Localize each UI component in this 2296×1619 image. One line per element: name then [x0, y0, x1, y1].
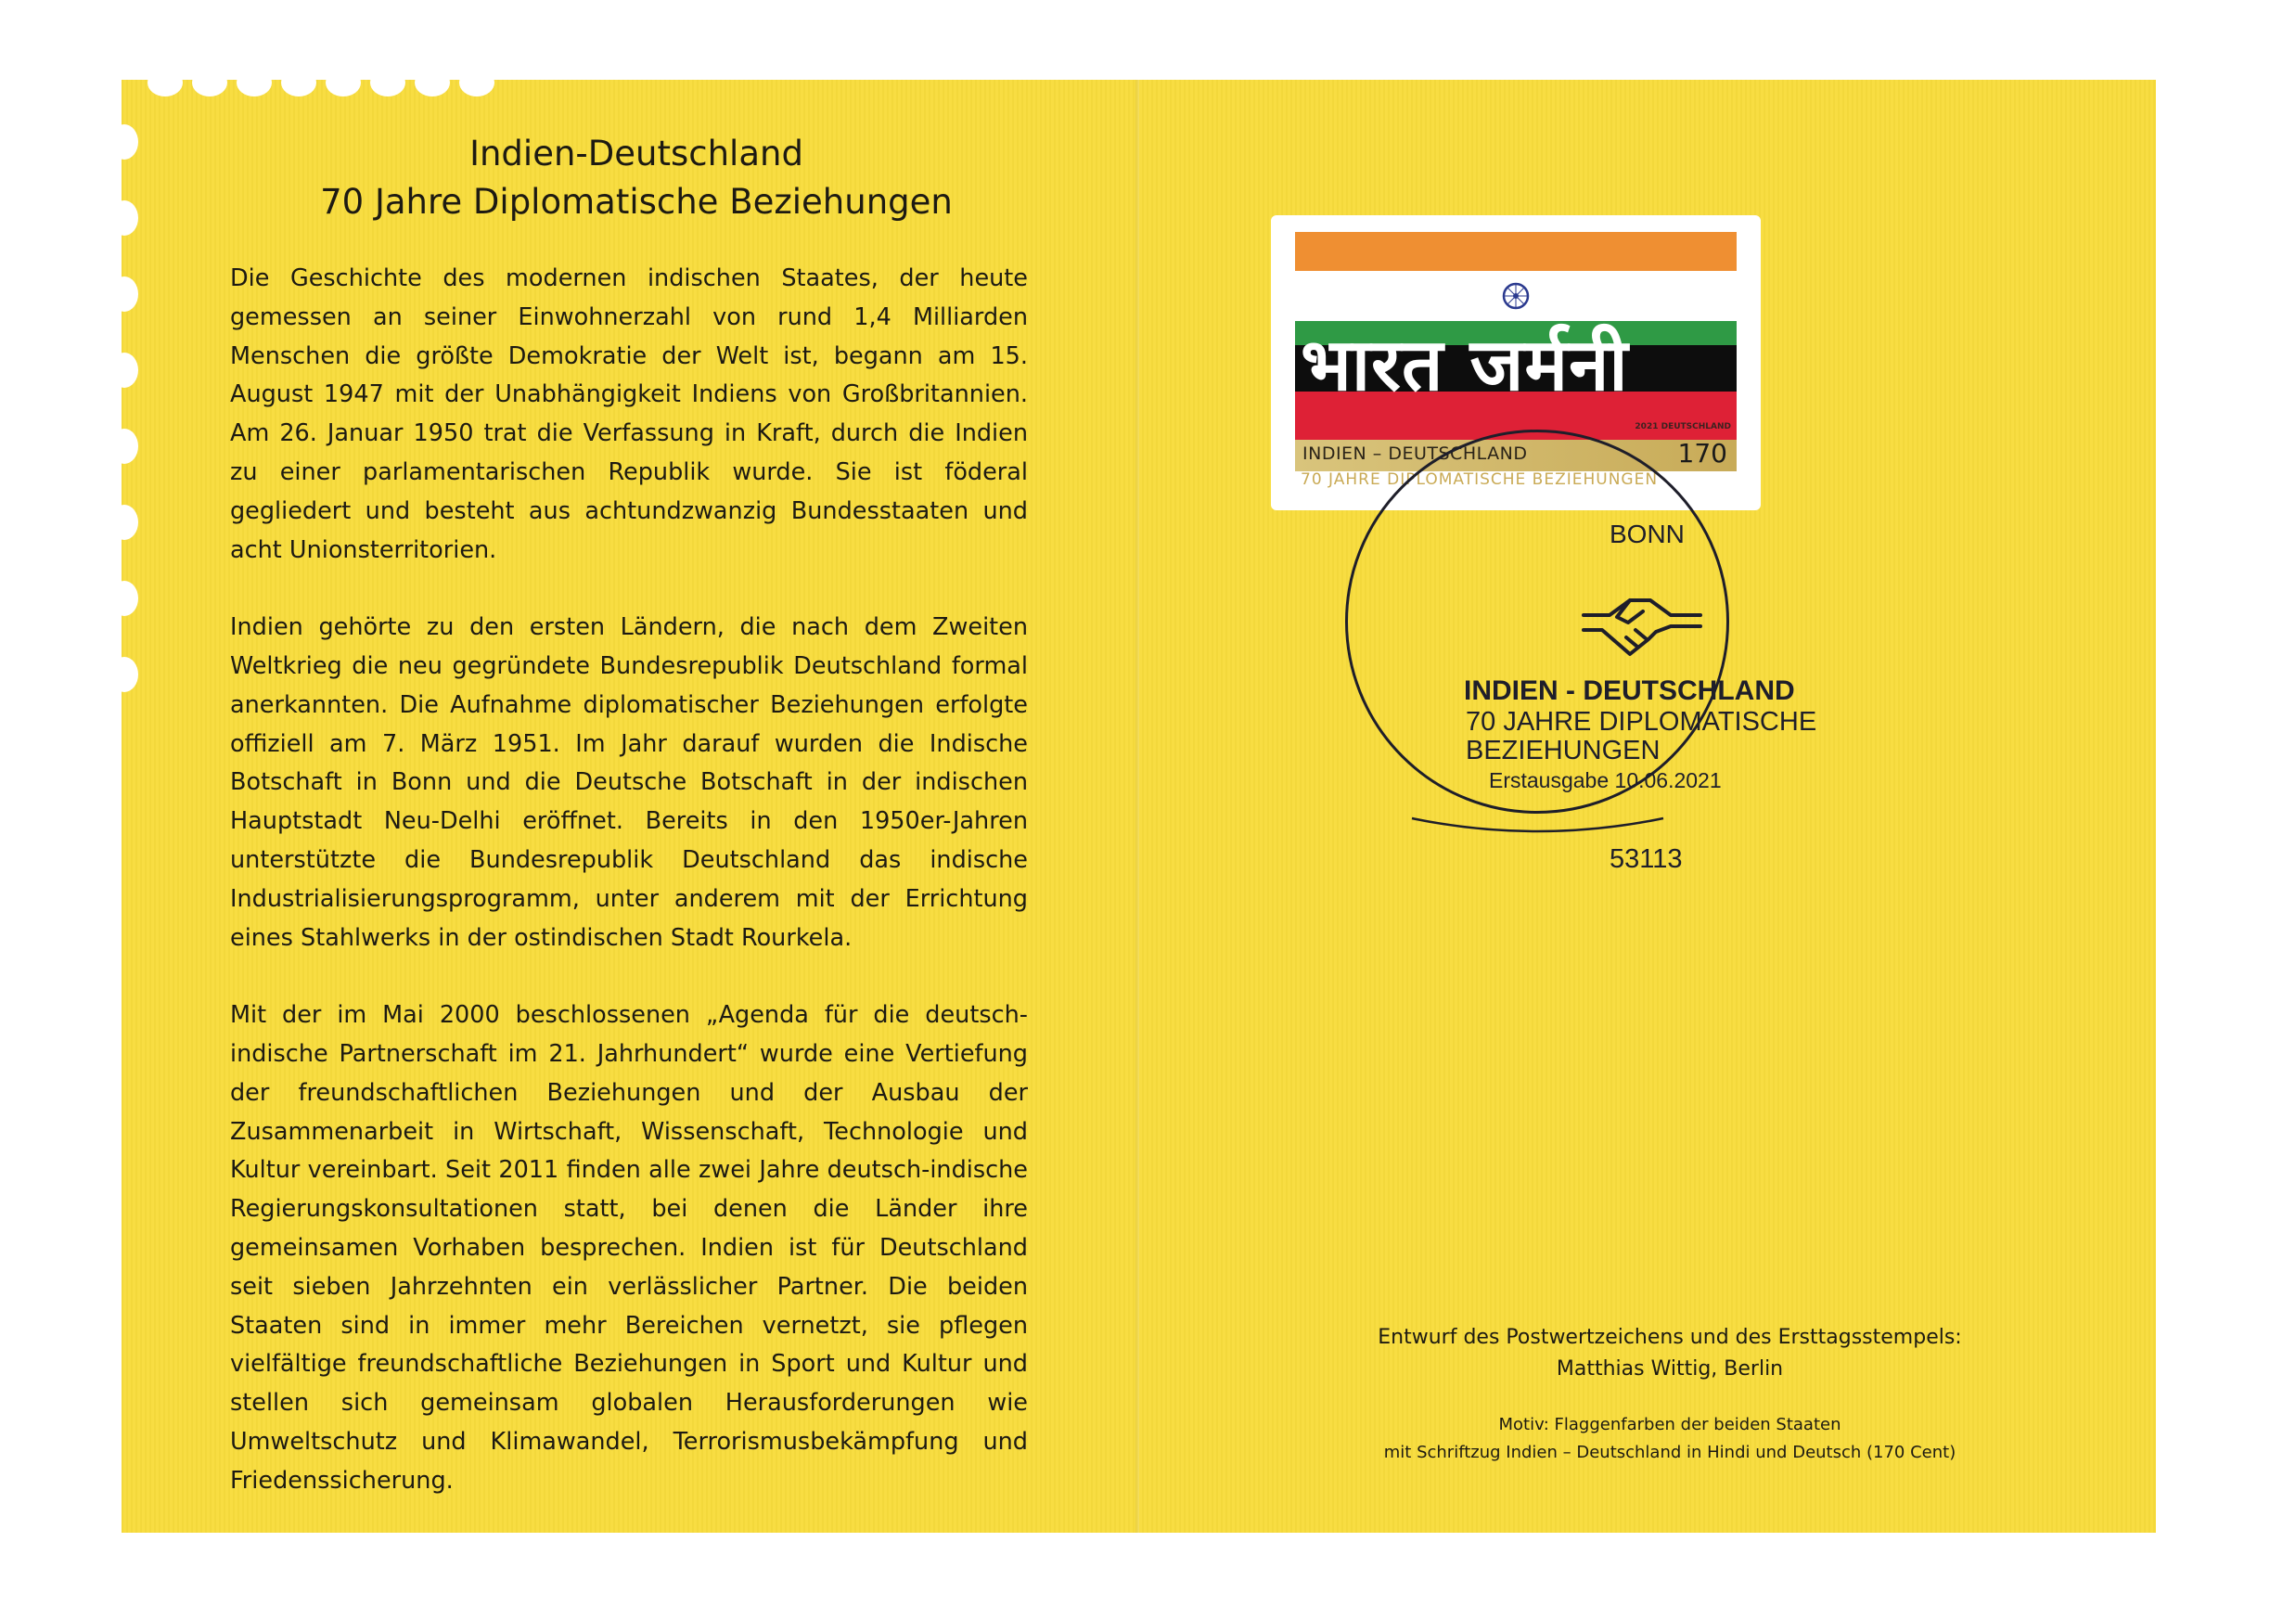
perforation-notch: [110, 124, 138, 160]
perforation-notch: [148, 69, 183, 96]
postmark-baseline: [1410, 816, 1665, 844]
perforation-notch: [110, 657, 138, 692]
postmark-line4: Erstausgabe 10.06.2021: [1489, 768, 1722, 792]
perforation-notch: [192, 69, 227, 96]
perforation-notch: [110, 276, 138, 312]
page-title-line2: 70 Jahre Diplomatische Beziehungen: [320, 182, 953, 222]
perforation-notch: [110, 581, 138, 616]
stamp-hindi-text: भारत जर्मनी: [1301, 324, 1629, 407]
perforation-notch: [370, 69, 405, 96]
body-text: [230, 260, 1028, 1539]
perforation-notch: [459, 69, 494, 96]
flag-band-orange: [1295, 232, 1737, 271]
page-title-line1: Indien-Deutschland: [469, 134, 803, 173]
perforation-notch: [237, 69, 272, 96]
motif-line2: mit Schriftzug Indien – Deutschland in Hindi und Deutsch (170 Cent): [1383, 1443, 1956, 1462]
perforation-notch: [110, 200, 138, 236]
stamp-subtitle: 70 JAHRE DIPLOMATISCHE BEZIEHUNGEN: [1301, 470, 1659, 489]
paragraph-1: Die Geschichte des modernen indischen Staates, der heute gemessen an seiner Einwohnerzahl von rund 1,4 Milliarden Menschen die größte Demokratie der Welt ist, begann am 15. August 1947 mit der Unabhängigkeit Indiens von Großbritannien. Am 26. Januar 1950 trat die Verfassung in Kraft, durch die Indien zu einer parlamentarischen Republik wurde. Sie ist föderal gegliedert und besteht aus achtundzwanzig Bundesstaaten und acht Unionsterritorien.: [230, 264, 1028, 564]
design-credit-line1: Entwurf des Postwertzeichens und des Ersttagsstempels:: [1378, 1326, 1962, 1349]
ashoka-chakra-icon: [1502, 282, 1530, 310]
postmark-line3: BEZIEHUNGEN: [1466, 736, 1661, 765]
perforation-notch: [326, 69, 361, 96]
paragraph-3: Mit der im Mai 2000 beschlossenen „Agenda für die deutsch-indische Partnerschaft im 21. Jahrhundert“ wurde eine Vertiefung der freundschaftlichen Beziehungen und der Ausbau der Zusammenarbeit in Wirtschaft, Wissenschaft, Technologie und Kultur vereinbart. Seit 2011 finden alle zwei Jahre deutsch-indische Regierungskonsultationen statt, bei denen die Länder ihre gemeinsamen Vorhaben besprechen. Indien ist für Deutschland seit sieben Jahrzehnten ein verlässlicher Partner. Die beiden Staaten sind in immer mehr Bereichen vernetzt, sie pflegen vielfältige freundschaftliche Beziehungen in Sport und Kultur und stellen sich gemeinsam globalen Herausforderungen wie Umweltschutz und Klimawandel, Terrorismusbekämpfung und Friedenssicherung.: [230, 1001, 1028, 1495]
stamp-country-line: INDIEN – DEUTSCHLAND: [1302, 443, 1528, 464]
perforation-notch: [110, 505, 138, 540]
postmark-line1: INDIEN - DEUTSCHLAND: [1464, 675, 1795, 706]
folder-card: [122, 80, 2156, 1533]
stamp-year-country: 2021 DEUTSCHLAND: [1635, 422, 1731, 431]
fold-line: [1135, 80, 1139, 1533]
perforation-notch: [281, 69, 316, 96]
perforation-notch: [110, 429, 138, 464]
stamp-value: 170: [1677, 438, 1727, 469]
perforation-notch: [110, 353, 138, 388]
paragraph-2: Indien gehörte zu den ersten Ländern, die nach dem Zweiten Weltkrieg die neu gegründete Bundesrepublik Deutschland formal anerkannten. Die Aufnahme diplomatischer Beziehungen erfolgte offiziell am 7. März 1951. Im Jahr darauf wurden die Indische Botschaft in Bonn und die Deutsche Botschaft in der indischen Hauptstadt Neu-Delhi eröffnet. Bereits in den 1950er-Jahren unterstützte die Bundesrepublik Deutschland das indische Industrialisierungsprogramm, unter anderem mit der Errichtung eines Stahlwerks in der ostindischen Stadt Rourkela.: [230, 613, 1028, 952]
postmark-city: BONN: [1610, 520, 1685, 548]
postmark-zip: 53113: [1610, 844, 1683, 874]
design-credit-line2: Matthias Wittig, Berlin: [1556, 1357, 1784, 1381]
postmark-line2: 70 JAHRE DIPLOMATISCHE: [1466, 707, 1817, 737]
motif-line1: Motiv: Flaggenfarben der beiden Staaten: [1498, 1415, 1841, 1434]
handshake-icon: [1582, 589, 1702, 663]
perforation-notch: [415, 69, 450, 96]
